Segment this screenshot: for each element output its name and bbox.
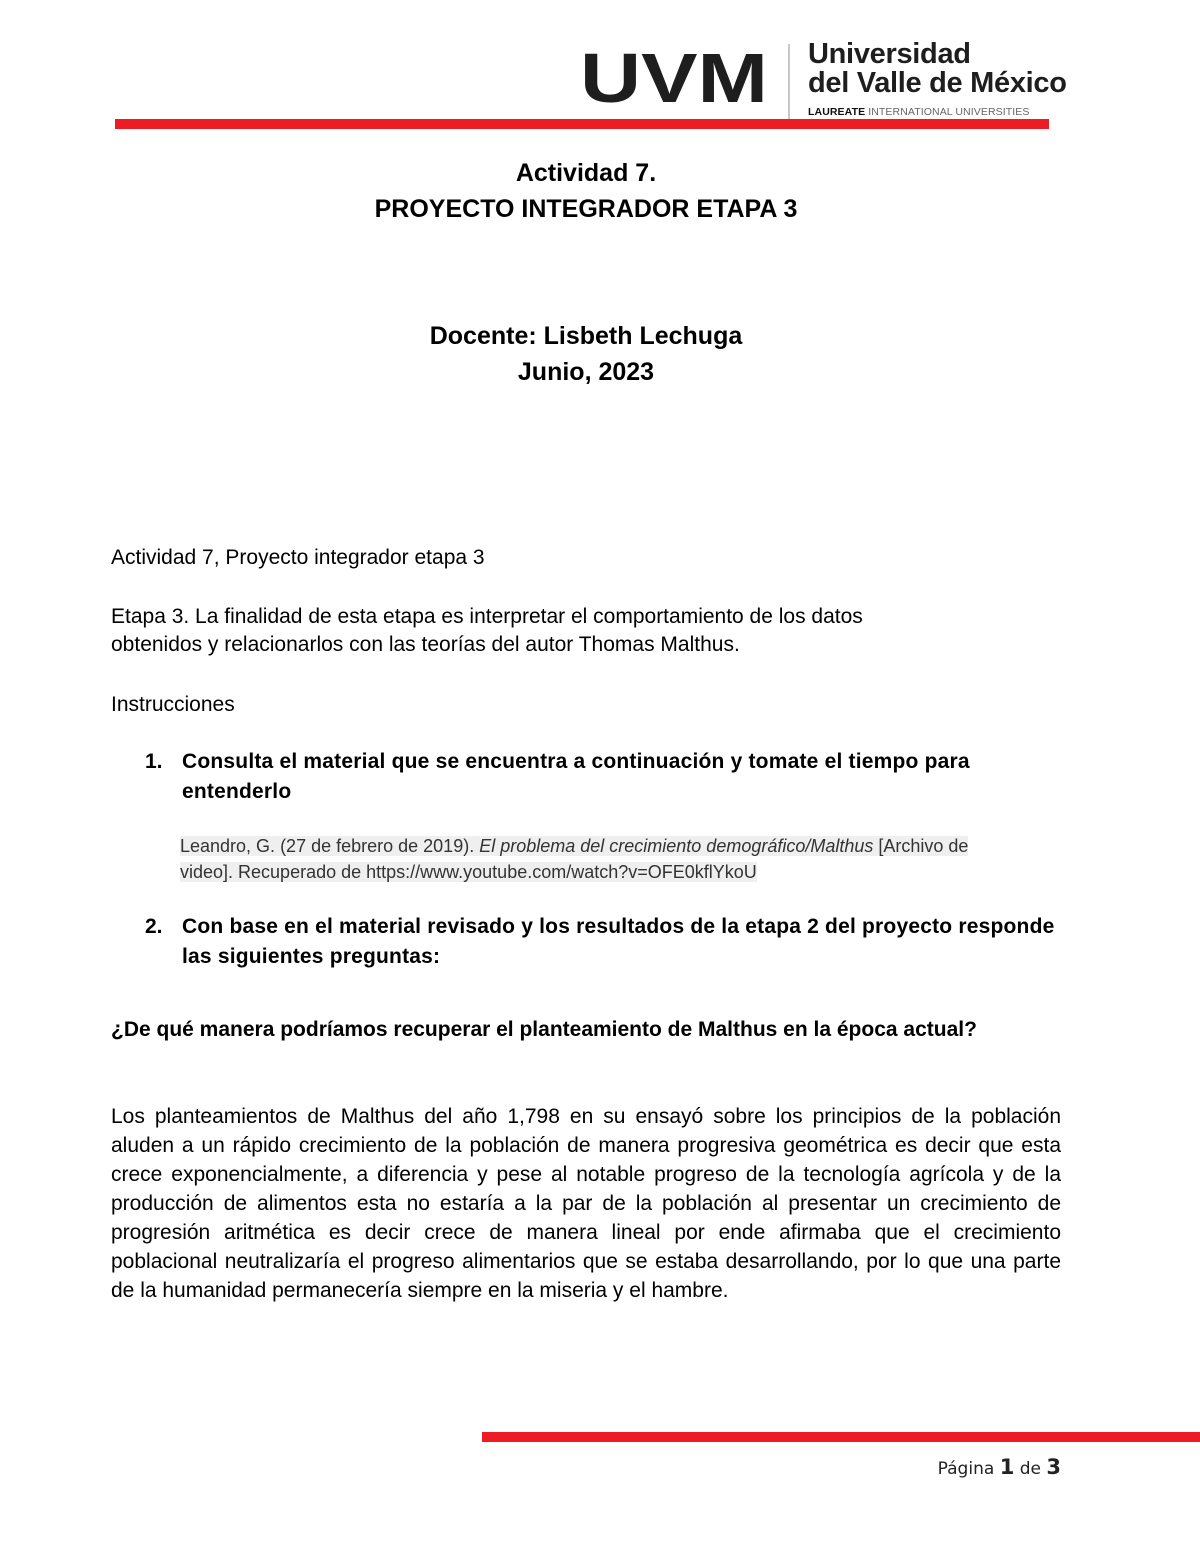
page-number: Página 1 de 3	[937, 1455, 1061, 1479]
university-name-block	[808, 38, 1067, 118]
footer-red-bar	[482, 1432, 1200, 1442]
reference-citation	[180, 833, 1045, 885]
activity-title: Actividad 7.	[515, 159, 657, 187]
step-2-text: Con base en el material revisado y los resultados de la etapa 2 del proyecto responde las siguientes preguntas:	[182, 915, 1055, 968]
instructions-label: Instrucciones	[111, 693, 235, 716]
step-1-text: Consulta el material que se encuentra a continuación y tomate el tiempo para entenderlo	[182, 750, 970, 803]
logo-divider	[788, 44, 790, 120]
step-1-number: 1.	[145, 750, 163, 773]
answer-paragraph: Los planteamientos de Malthus del año 1,798 en su ensayó sobre los principios de la población aluden a un rápido crecimiento de la población de manera progresiva geométrica es decir que esta crece exponencialmente, a diferencia y pese al notable progreso de la tecnología agrícola y de la producción de alimentos esta no estaría a la par de la población al presentar un crecimiento de progresión aritmética es decir crece de manera lineal por ende afirmaba que el crecimiento poblacional neutralizaría el progreso alimentarios que se estaba desarrollando, por lo que una parte de la humanidad permanecería siempre en la miseria y el hambre.	[111, 1105, 1061, 1302]
content-heading: Actividad 7, Proyecto integrador etapa 3	[111, 546, 485, 569]
university-logo	[0, 0, 1200, 130]
step-2-number: 2.	[145, 915, 163, 938]
reference-author: Leandro, G. (27 de febrero de 2019).	[180, 836, 480, 856]
reference-url-line: video]. Recuperado de https://www.youtube.com/watch?v=OFE0kflYkoU	[180, 862, 757, 882]
header-red-bar	[115, 119, 1049, 129]
uvm-wordmark: UVM	[580, 48, 768, 108]
laureate-network-label: LAUREATE INTERNATIONAL UNIVERSITIES	[808, 106, 1030, 118]
date-label: Junio, 2023	[517, 358, 655, 386]
teacher-name: Docente: Lisbeth Lechuga	[429, 322, 743, 350]
reference-title: El problema del crecimiento demográfico/Malthus	[479, 836, 874, 856]
stage-description-line2: obtenidos y relacionarlos con las teorías del autor Thomas Malthus.	[111, 633, 740, 656]
university-name-line2: del Valle de México	[808, 67, 1067, 99]
question-heading: ¿De qué manera podríamos recuperar el planteamiento de Malthus en la época actual?	[111, 1018, 977, 1041]
stage-description-line1: Etapa 3. La finalidad de esta etapa es interpretar el comportamiento de los datos	[111, 605, 863, 628]
university-name-line1: Universidad	[808, 38, 971, 70]
uvm-wordmark-logo	[580, 48, 770, 108]
reference-tail: [Archivo de	[873, 836, 969, 856]
project-title: PROYECTO INTEGRADOR ETAPA 3	[374, 195, 798, 223]
